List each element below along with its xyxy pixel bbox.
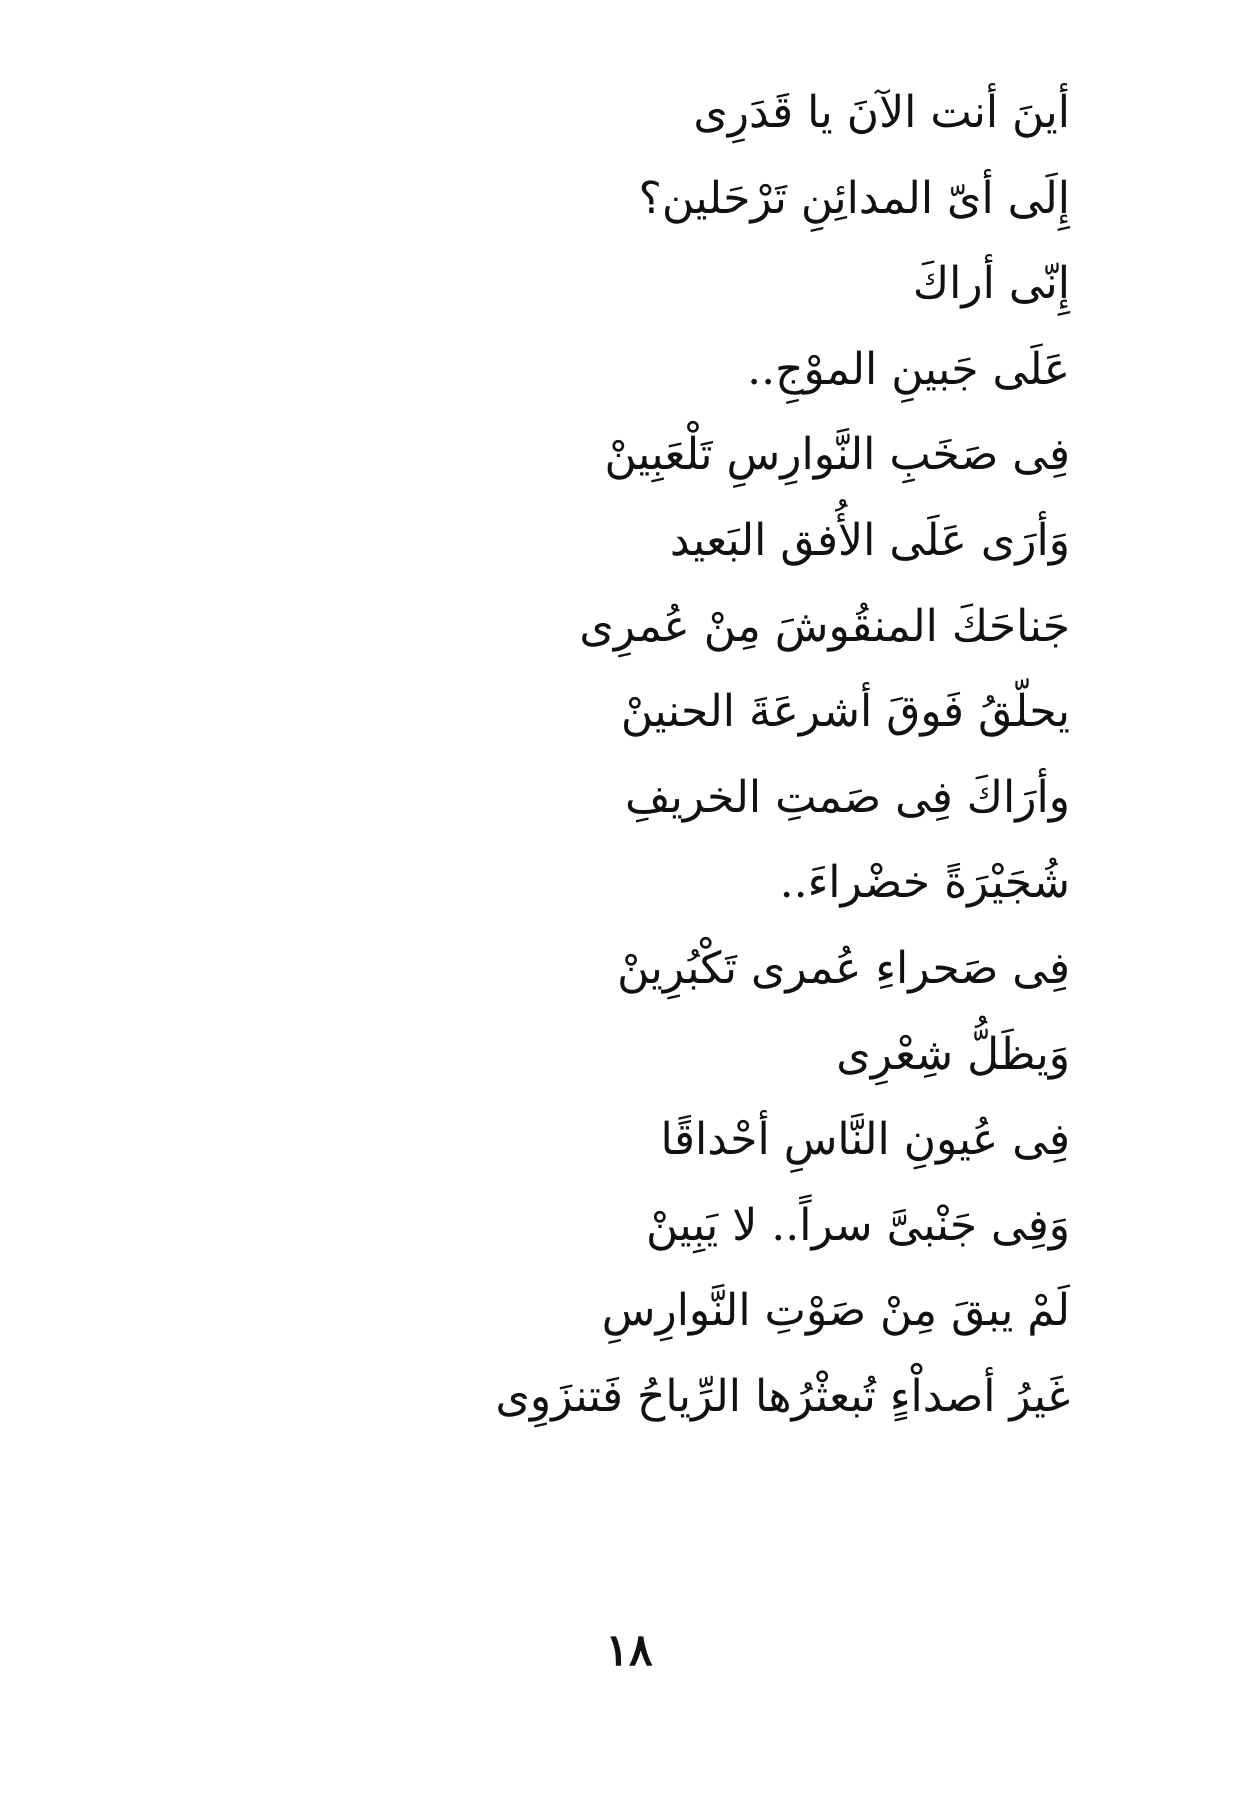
poem-line: أينَ أنت الآنَ يا قَدَرِى (693, 87, 1070, 138)
poem-line: غَيرُ أصداْءٍ تُبعثْرُها الرِّياحُ فَتنزَوِى (495, 1370, 1070, 1422)
poem-line: إِلَى أىّ المدائِنِ تَرْحَلين؟ (638, 172, 1070, 224)
poem-line: فِى عُيونِ النَّاسِ أحْداقًا (660, 1114, 1070, 1166)
poem-line: وَيظَلُّ شِعْرِى (836, 1028, 1070, 1080)
poem-line: لَمْ يبقَ مِنْ صَوْتِ النَّوارِسِ (601, 1285, 1070, 1337)
poem-line: وأرَاكَ فِى صَمتِ الخريفِ (625, 771, 1070, 823)
page-number: ١٨ (605, 1625, 653, 1676)
poem-line: عَلَى جَبينِ الموْجِ.. (747, 343, 1070, 395)
poem-line: وَأرَى عَلَى الأُفق البَعيد (669, 514, 1070, 566)
poem-line: فِى صَحراءِ عُمرى تَكْبُرِينْ (617, 942, 1070, 994)
poem-line: وَفِى جَنْبىَّ سراً.. لا يَبِينْ (645, 1199, 1070, 1251)
poem-stanza (440, 70, 1070, 1440)
poem-line: يحلّقُ فَوقَ أشرعَةَ الحنينْ (620, 686, 1070, 738)
poem-line: شُجَيْرَةً خضْراءَ.. (779, 857, 1070, 909)
poem-line: فِى صَخَبِ النَّوارِسِ تَلْعَبِينْ (604, 429, 1070, 481)
poem-line: إِنّى أراكَ (912, 258, 1070, 310)
poem-line: جَناحَكَ المنقُوشَ مِنْ عُمرِى (579, 600, 1070, 652)
